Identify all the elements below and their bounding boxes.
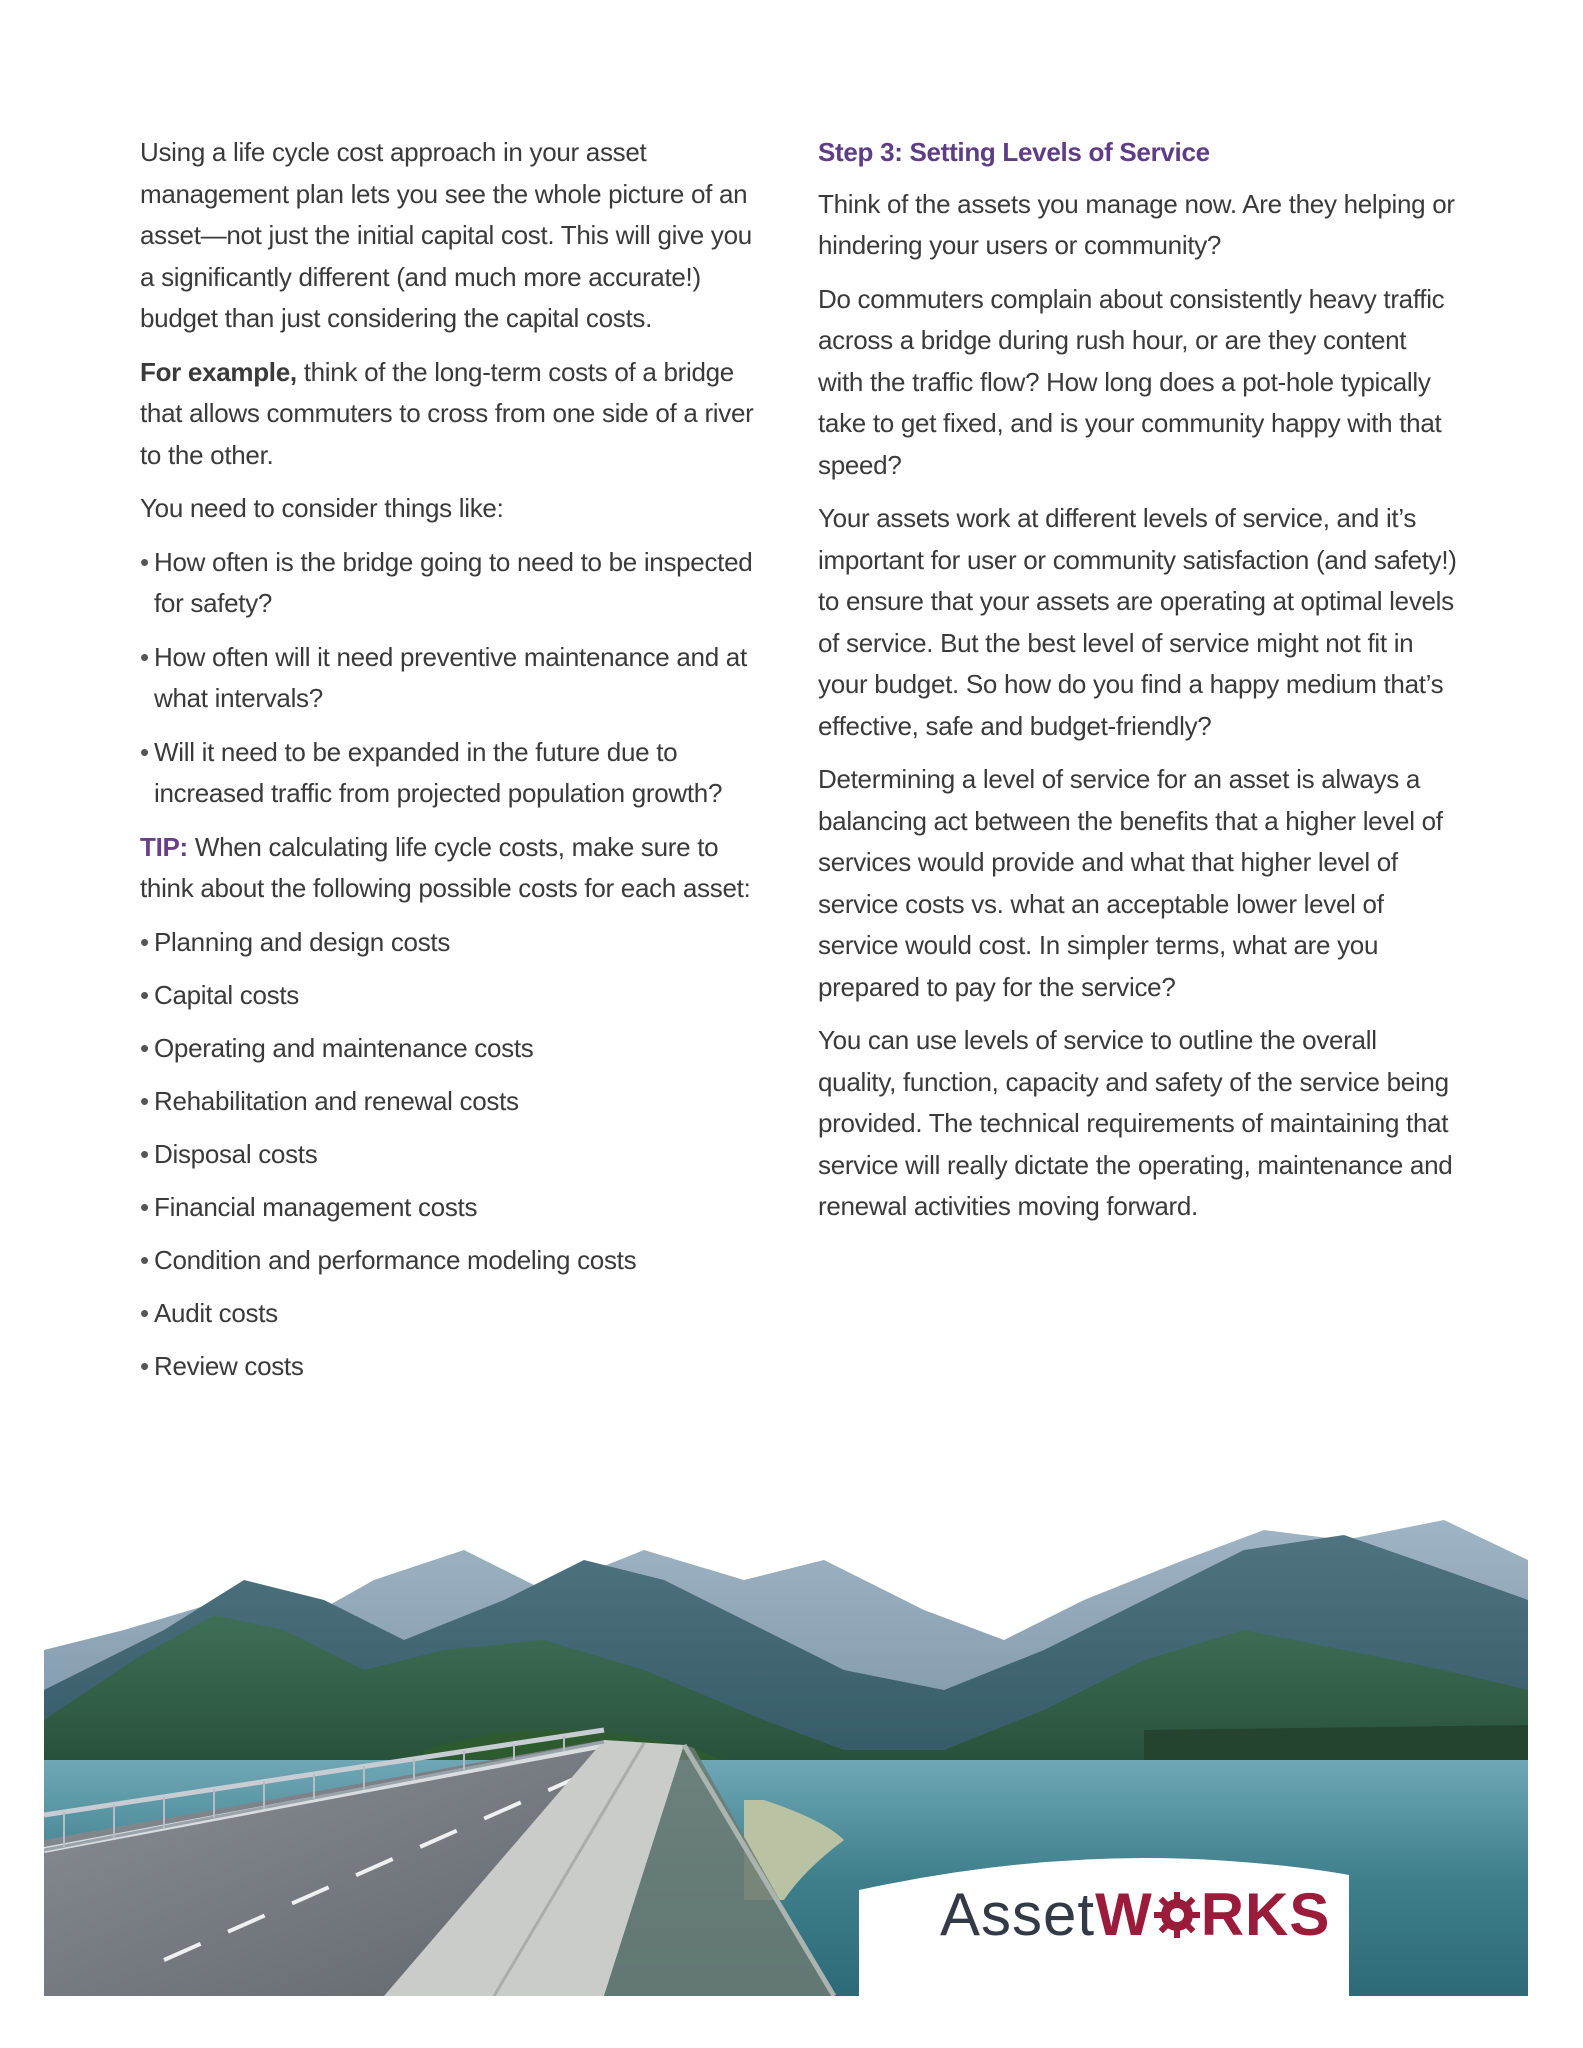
list-item: • Condition and performance modeling costs <box>140 1240 765 1282</box>
consider-paragraph: You need to consider things like: <box>140 493 504 523</box>
list-item: • Financial management costs <box>140 1187 765 1229</box>
list-item: • How often is the bridge going to need to be inspected for safety? <box>140 542 765 625</box>
list-item: • Audit costs <box>140 1293 765 1335</box>
questions-list <box>140 542 765 815</box>
section-heading: Step 3: Setting Levels of Service <box>818 137 1210 167</box>
list-item: • Review costs <box>140 1346 765 1388</box>
list-item: • Will it need to be expanded in the future due to increased traffic from projected population growth? <box>140 732 765 815</box>
list-item: • Capital costs <box>140 975 765 1017</box>
tip-text: When calculating life cycle costs, make sure to think about the following possible costs for each asset: <box>140 831 751 903</box>
gear-icon <box>1153 1884 1201 1932</box>
paragraph: Your assets work at different levels of service, and it’s important for user or community satisfaction (and safety!) to ensure that your assets are operating at optimal levels of service. But the best level of service might not fit in your budget. So how do you find a happy medium that’s effective, safe and budget-friendly? <box>818 503 1457 741</box>
example-text: think of the long-term costs of a bridge that allows commuters to cross from one side of a river to the other. <box>140 356 754 470</box>
list-item: • How often will it need preventive maintenance and at what intervals? <box>140 637 765 720</box>
tip-label: TIP: <box>140 831 188 862</box>
list-item: • Rehabilitation and renewal costs <box>140 1081 765 1123</box>
list-item: • Planning and design costs <box>140 922 765 964</box>
paragraph: You can use levels of service to outline the overall quality, function, capacity and safety of the service being provided. The technical requirements of maintaining that service will really dictate the operating, maintenance and renewal activities moving forward. <box>818 1025 1453 1221</box>
assetworks-logo <box>940 1880 1330 1949</box>
logo-part-rks: RKS <box>1200 1881 1331 1948</box>
left-column <box>140 132 765 1399</box>
tip-paragraph <box>140 827 765 910</box>
paragraph: Determining a level of service for an asset is always a balancing act between the benefits that a higher level of services would provide and what that higher level of service costs vs. what an acceptable lower level of service would cost. In simpler terms, what are you prepared to pay for the service? <box>818 764 1443 1002</box>
list-item: • Operating and maintenance costs <box>140 1028 765 1070</box>
paragraph: Do commuters complain about consistently heavy traffic across a bridge during rush hour, or are they content with the traffic flow? How long does a pot-hole typically take to get fixed, and is your community happy with that speed? <box>818 283 1445 480</box>
intro-paragraph: Using a life cycle cost approach in your asset management plan lets you see the whole picture of an asset—not just the initial capital cost. This will give you a significantly different (and much more accurate!) budget than just considering the capital costs. <box>140 137 752 333</box>
paragraph: Think of the assets you manage now. Are they helping or hindering your users or community? <box>818 188 1455 260</box>
list-item: • Disposal costs <box>140 1134 765 1176</box>
right-column <box>818 132 1458 1240</box>
costs-list <box>140 922 765 1388</box>
example-lead: For example, <box>140 356 297 387</box>
logo-part-w: W <box>1095 1881 1153 1948</box>
logo-part-asset: Asset <box>940 1881 1096 1948</box>
example-paragraph <box>140 352 765 477</box>
